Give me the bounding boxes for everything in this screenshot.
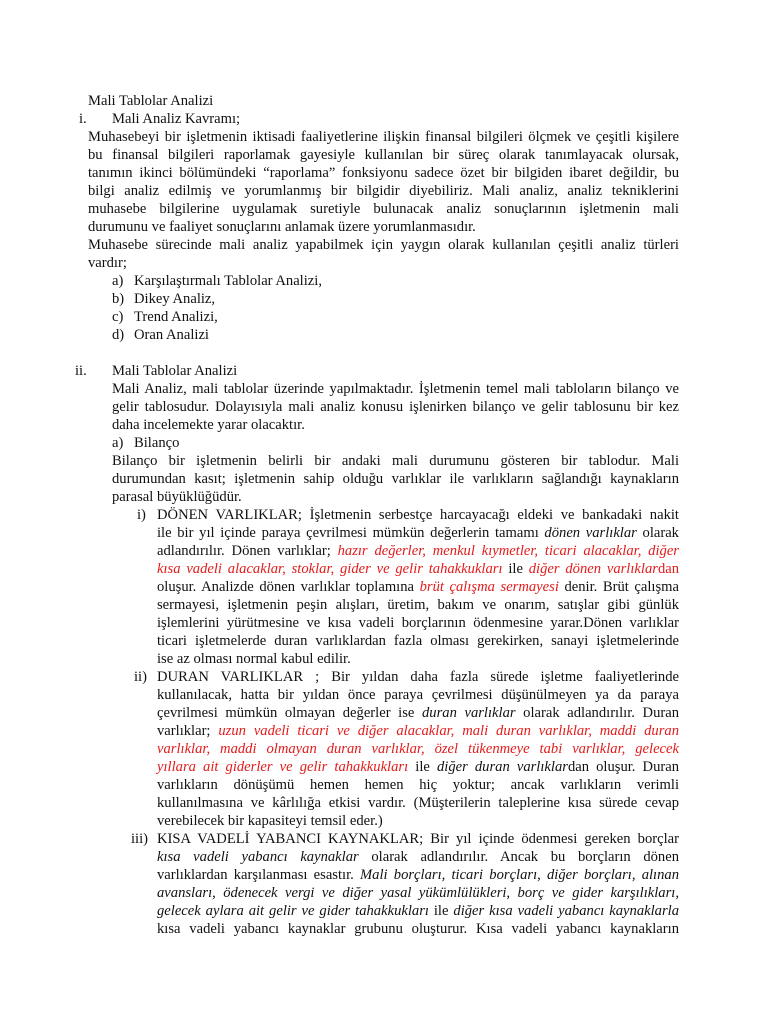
item-line: varlıklardan karşılanması esastır. Mali borçları, ticari borçları, diğer borçları, alınan bbox=[157, 867, 679, 883]
paragraph-line: vardır; bbox=[88, 255, 127, 271]
item-marker: ii) bbox=[134, 669, 147, 685]
item-line: varlıklar; uzun vadeli ticari ve diğer alacaklar, mali duran varlıklar, maddi duran bbox=[157, 723, 679, 739]
item-marker: i) bbox=[137, 507, 146, 523]
list-item: Oran Analizi bbox=[134, 327, 209, 343]
item-line: işlemlerini yürütmesine ve kısa vadeli borçlarının ödenmesine yarar.Dönen varlıklar bbox=[157, 615, 679, 631]
item-line: DÖNEN VARLIKLAR; İşletmenin serbestçe harcayacağı eldeki ve bankadaki nakit bbox=[157, 507, 679, 523]
paragraph-line: Bilanço bir işletmenin belirli bir andaki mali durumunu gösteren bir tablodur. Mali bbox=[112, 453, 679, 469]
item-line: ise az olması normal kabul edilir. bbox=[157, 651, 351, 667]
list-marker: b) bbox=[112, 291, 125, 307]
list-item: Trend Analizi, bbox=[134, 309, 218, 325]
list-marker: a) bbox=[112, 273, 124, 289]
paragraph-line: durumundan kasıt; işletmenin sahip olduğu varlıklar ile varlıkların sağlandığı kaynakların bbox=[112, 471, 679, 487]
paragraph-line: durumunu ve faaliyet sonuçlarını anlamak üzere yorumlanmasıdır. bbox=[88, 219, 476, 235]
item-line: DURAN VARLIKLAR ; Bir yıldan daha fazla sürede işletme faaliyetlerinde bbox=[157, 669, 679, 685]
list-item: Karşılaştırmalı Tablolar Analizi, bbox=[134, 273, 322, 289]
item-line: ile bir yıl içinde paraya çevrilmesi mümkün değerlerin tamamı dönen varlıklar olarak bbox=[157, 525, 679, 541]
item-line: KISA VADELİ YABANCI KAYNAKLAR; Bir yıl içinde ödenmesi gereken borçlar bbox=[157, 831, 679, 847]
item-line: kullanılmasına ve kârlılığa etkisi vardır. (Müşterilerin taleplerine kısa sürede cevap bbox=[157, 795, 679, 811]
item-line: varlıklar, maddi olmayan duran varlıklar, özel tükenmeye tabi varlıklar, gelecek bbox=[157, 741, 679, 757]
item-line: kullanılacak, hatta bir yıldan önce paraya çevrilmesi düşünülmeyen ya da paraya bbox=[157, 687, 679, 703]
paragraph-line: bilgi analiz edilmiş ve yorumlanmış bir bilgidir diyebiliriz. Mali analiz, analiz tekniklerini bbox=[88, 183, 679, 199]
paragraph-line: daha incelemekte yarar olacaktır. bbox=[112, 417, 305, 433]
section-heading: Mali Tablolar Analizi bbox=[112, 363, 238, 379]
paragraph-line: Muhasebeyi bir işletmenin iktisadi faaliyetlerine ilişkin finansal bilgileri ölçmek ve çeşitli kişilere bbox=[88, 129, 679, 145]
section-heading: Mali Analiz Kavramı; bbox=[112, 111, 241, 127]
paragraph-line: muhasebe bilgilerine uygulamak suretiyle bulunacak analiz sonuçlarının işletmenin mali bbox=[88, 201, 679, 217]
item-line: kısa vadeli alacaklar, stoklar, gider ve gelir tahakkukları ile diğer dönen varlıklardan bbox=[157, 561, 680, 577]
paragraph-line: tanımın ikinci bölümündeki “raporlama” fonksiyonu sadece özet bir bilgiden ibaret değildir, bu bbox=[88, 165, 679, 181]
paragraph-line: bu finansal bilgileri raporlamak gayesiyle kullanılan bir süreç olarak tanımlayacak olursak, bbox=[88, 147, 679, 163]
item-line: gelecek aylara ait gelir ve gider tahakkukları ile diğer kısa vadeli yabancı kaynaklarla bbox=[157, 903, 679, 919]
section-marker: i. bbox=[79, 111, 87, 127]
paragraph-line: parasal büyüklüğüdür. bbox=[112, 489, 242, 505]
item-line: oluşur. Analizde dönen varlıklar toplamına brüt çalışma sermayesi denir. Brüt çalışma bbox=[157, 579, 679, 595]
item-line: varlıkların dönüşümü hemen hemen hiç yoktur; ancak varlıkların verimli bbox=[157, 777, 679, 793]
subsection-heading: Bilanço bbox=[134, 435, 180, 451]
list-marker: d) bbox=[112, 327, 125, 343]
subsection-marker: a) bbox=[112, 435, 124, 451]
item-line: avansları, ödenecek vergi ve diğer yasal yükümlülükleri, borç ve gider karşılıkları, bbox=[157, 885, 679, 901]
item-line: kısa vadeli yabancı kaynaklar grubunu oluşturur. Kısa vadeli yabancı kaynakların bbox=[157, 921, 679, 937]
section-marker: ii. bbox=[75, 363, 87, 379]
item-line: yıllara ait giderler ve gelir tahakkukları ile diğer duran varlıklardan oluşur. Duran bbox=[157, 759, 680, 775]
item-line: ticari işletmelerde duran varlıklardan fazla olması gerekirken, sanayi işletmelerinde bbox=[157, 633, 679, 649]
paragraph-line: Mali Analiz, mali tablolar üzerinde yapılmaktadır. İşletmenin temel mali tabloların bilanço ve bbox=[112, 381, 679, 397]
list-item: Dikey Analiz, bbox=[134, 291, 216, 307]
list-marker: c) bbox=[112, 309, 124, 325]
paragraph-line: Muhasebe sürecinde mali analiz yapabilmek için yaygın olarak kullanılan çeşitli analiz türleri bbox=[88, 237, 679, 253]
item-line: sermayesi, işletmenin peşin alışları, üretim, bakım ve onarım, satışlar gibi günlük bbox=[157, 597, 679, 613]
document-title: Mali Tablolar Analizi bbox=[88, 93, 214, 109]
paragraph-line: gelir tablosudur. Dolayısıyla mali analiz konusu işlenirken bilanço ve gelir tablosunu bir kez bbox=[112, 399, 679, 415]
item-line: çevrilmesi mümkün olmayan değerler ise duran varlıklar olarak adlandırılır. Duran bbox=[157, 705, 680, 721]
item-line: kısa vadeli yabancı kaynaklar olarak adlandırılır. Ancak bu borçların dönen bbox=[157, 849, 680, 865]
item-line: verebilecek bir kapasiteyi temsil eder.) bbox=[157, 813, 383, 829]
item-line: adlandırılır. Dönen varlıklar; hazır değerler, menkul kıymetler, ticari alacaklar, diğer bbox=[157, 543, 679, 559]
item-marker: iii) bbox=[131, 831, 149, 847]
